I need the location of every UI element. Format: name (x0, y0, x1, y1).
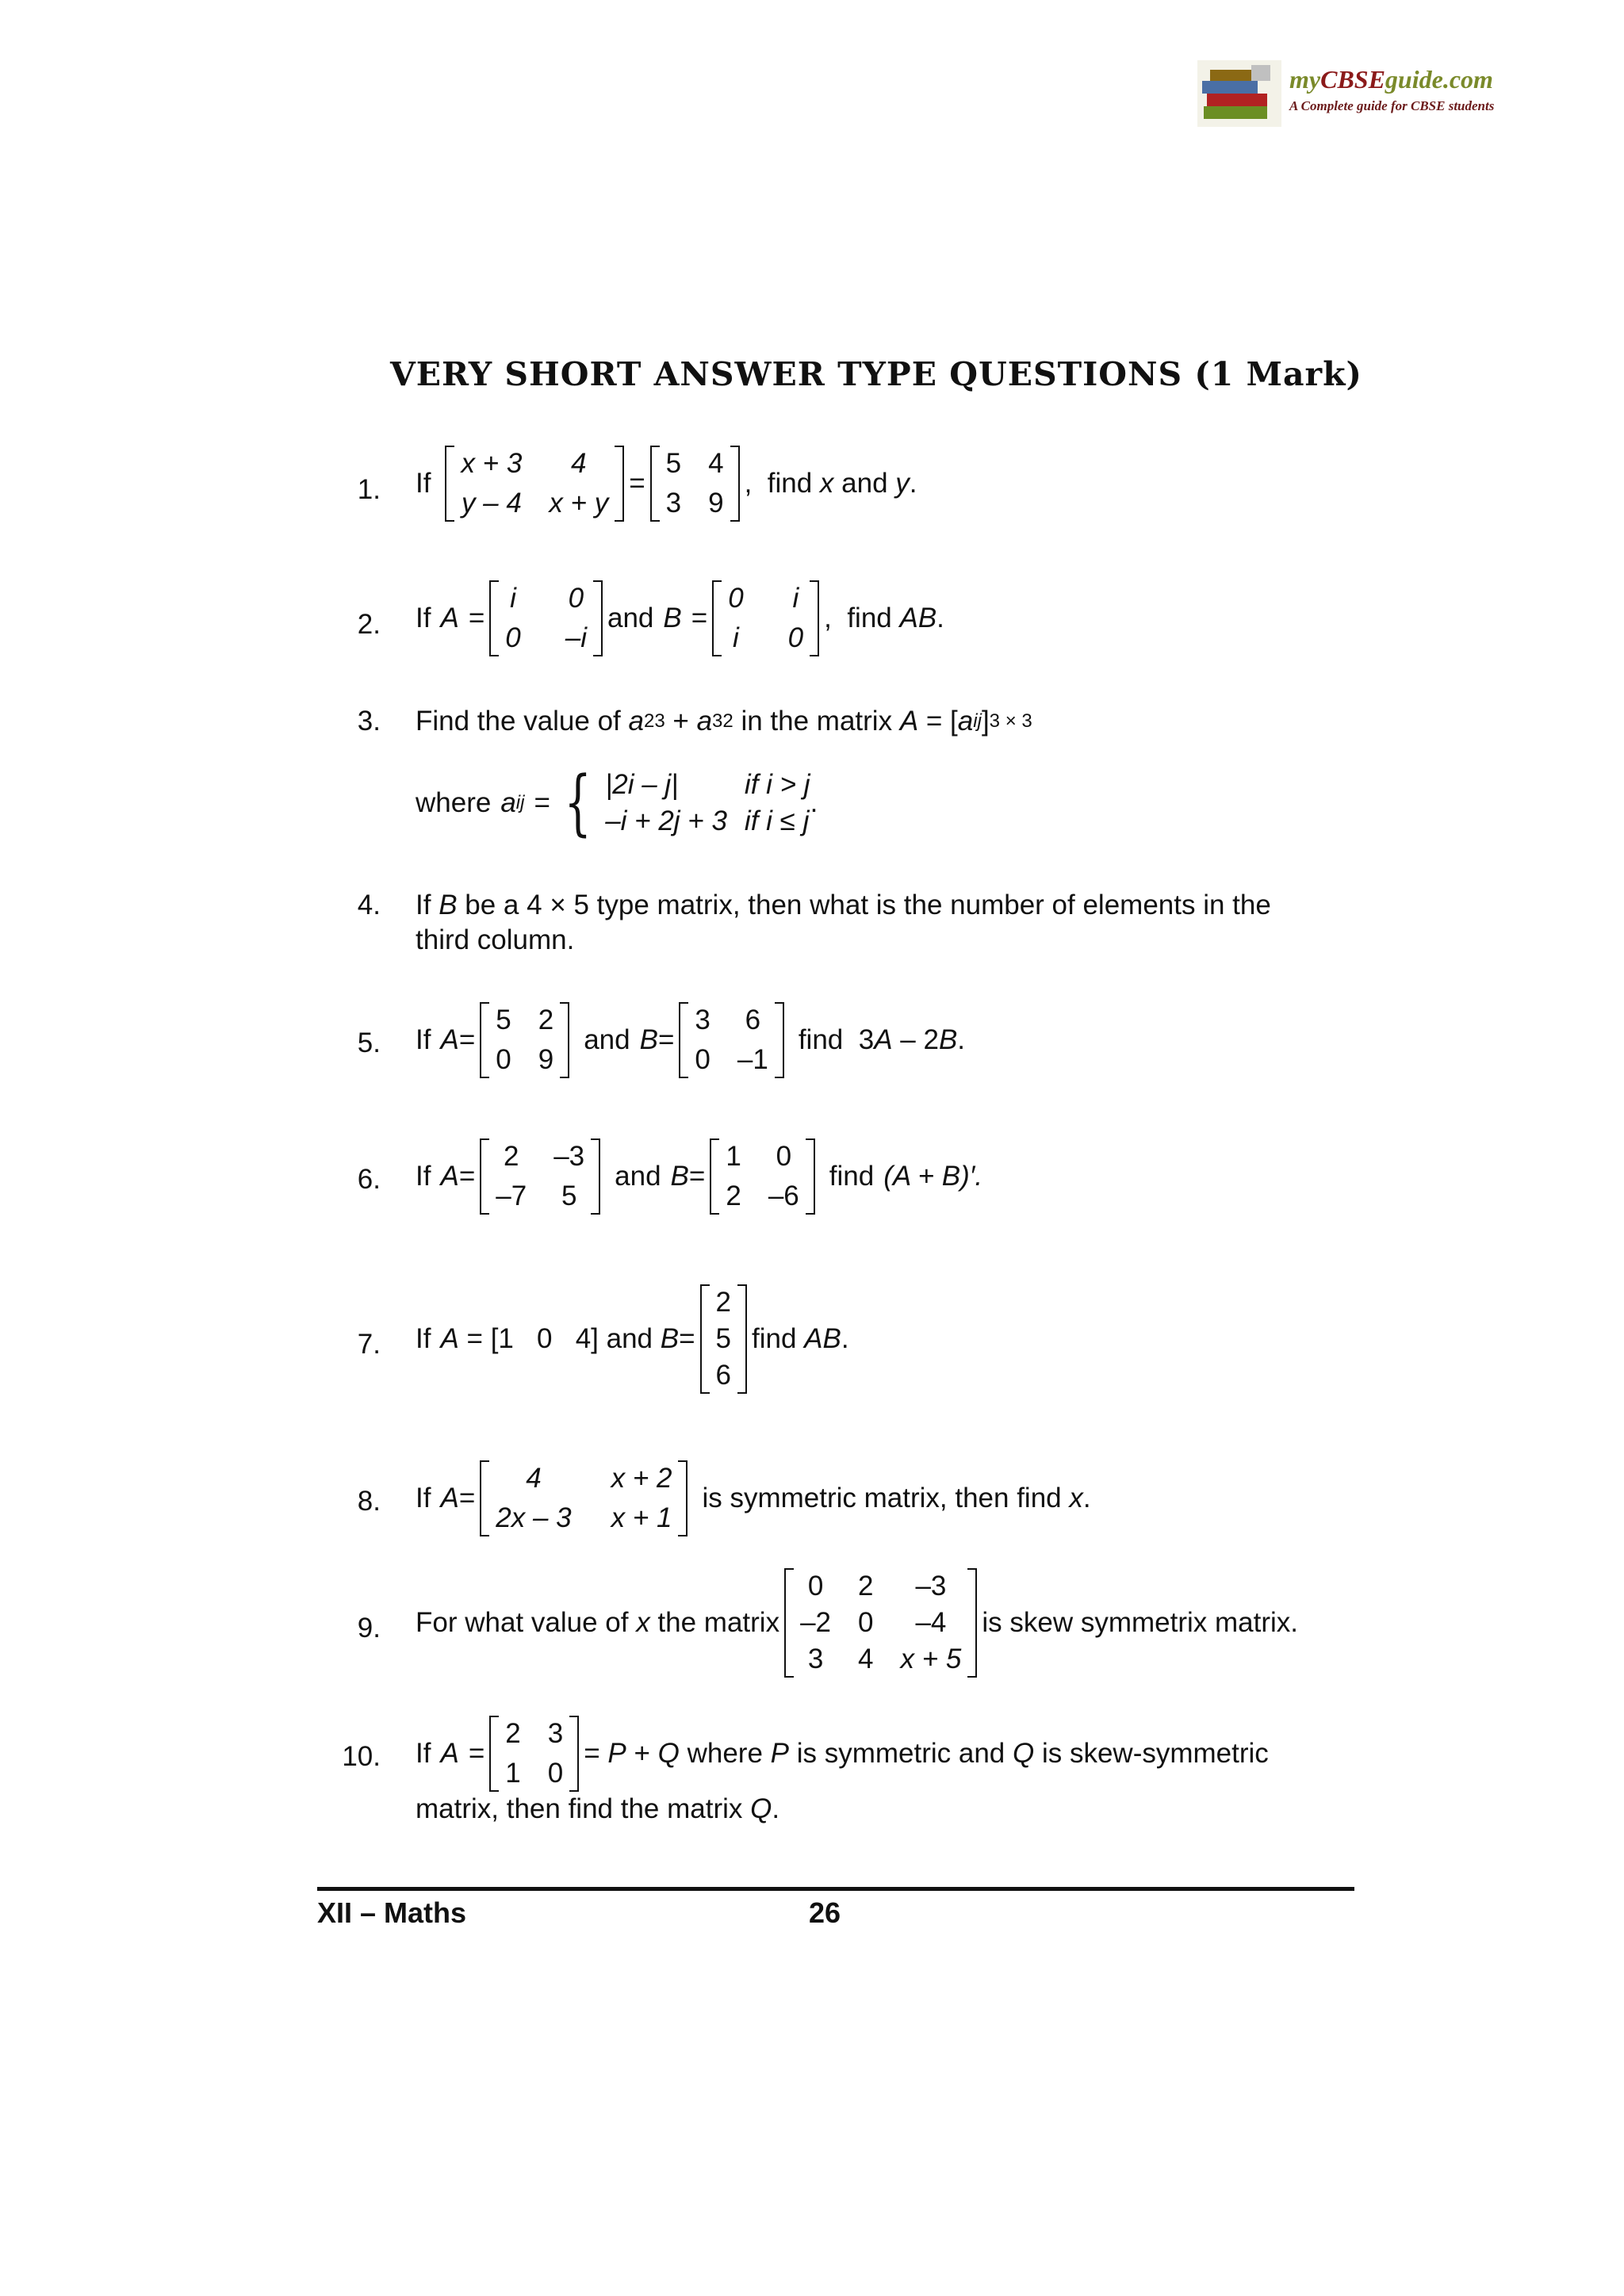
matrix-cell: x + 5 (900, 1644, 962, 1674)
text: is skew symmetrix matrix. (982, 1607, 1298, 1638)
matrix-cell: 0 (807, 1571, 824, 1601)
matrix-cell: 2 (715, 1287, 732, 1318)
matrix-cell: 2 (726, 1181, 741, 1211)
matrix (489, 1716, 579, 1792)
text: B (639, 1024, 658, 1055)
case-expr: |2i – j| (605, 769, 679, 800)
text: If (416, 1024, 431, 1055)
text: A (440, 1483, 459, 1513)
text: If (416, 1483, 431, 1513)
text: ij (515, 792, 525, 813)
text: . (810, 787, 818, 818)
matrix-cell: 2 (504, 1141, 519, 1172)
case-expr: –i + 2j + 3 (605, 806, 727, 836)
text: B (439, 890, 458, 920)
text: = (458, 1024, 476, 1055)
text: B (938, 1024, 958, 1055)
matrix-cell: 1 (726, 1141, 741, 1172)
footer-rule (317, 1887, 1354, 1891)
matrix (445, 446, 624, 522)
text: If (416, 1323, 431, 1354)
text: A (440, 1738, 459, 1769)
text: A (440, 1024, 459, 1055)
text: If (416, 1161, 431, 1192)
matrix (710, 1138, 814, 1215)
text: A (874, 1024, 893, 1055)
matrix-cell: 3 (695, 1004, 710, 1035)
books-icon (1196, 59, 1283, 128)
matrix (480, 1002, 569, 1078)
text: Find the value of (416, 706, 629, 737)
brace-icon: { (564, 761, 592, 844)
text: = (679, 1323, 695, 1354)
text: , find (824, 603, 900, 633)
matrix (700, 1284, 747, 1394)
matrix-cell: 6 (715, 1360, 732, 1391)
text: . (1082, 1483, 1091, 1513)
text: P (607, 1738, 626, 1769)
matrix-cell: –i (565, 622, 587, 653)
text: where (416, 787, 492, 818)
matrix-cell: 0 (547, 1758, 564, 1789)
matrix (489, 580, 603, 656)
text: is symmetric matrix, then find (702, 1483, 1070, 1513)
matrix-cell: 4 (526, 1463, 542, 1494)
matrix-cell: x + 1 (611, 1502, 672, 1533)
matrix-cell: –3 (915, 1571, 947, 1601)
text: A (440, 603, 459, 633)
matrix-cell: i (510, 583, 516, 614)
text: matrix, then find the matrix (416, 1793, 751, 1824)
text: = (629, 468, 645, 499)
text: the matrix (649, 1607, 780, 1638)
matrix-cell: 4 (708, 448, 724, 479)
matrix-cell: 0 (695, 1044, 710, 1075)
matrix-cell: 0 (776, 1141, 792, 1172)
matrix-cell: 2 (505, 1718, 521, 1749)
text: 23 (643, 710, 665, 732)
text: A (440, 1161, 459, 1192)
question-number: 3. (357, 706, 381, 737)
text: If (416, 1738, 431, 1769)
text: y (895, 468, 910, 499)
text: = (468, 1738, 485, 1769)
text: A (899, 706, 919, 737)
text: and (584, 1024, 630, 1055)
page-number: 26 (809, 1896, 841, 1929)
matrix-cell: 9 (538, 1044, 554, 1075)
question-number: 1. (357, 474, 381, 505)
question-number: 2. (357, 609, 381, 640)
matrix (712, 580, 819, 656)
text: a (696, 706, 713, 737)
matrix-cell: –7 (496, 1181, 527, 1211)
logo-tagline: A Complete guide for CBSE students (1289, 98, 1495, 113)
matrix-cell: 0 (728, 583, 744, 614)
matrix-cell: x + 3 (461, 448, 523, 479)
matrix-cell: y – 4 (461, 488, 522, 519)
text: . (936, 603, 944, 633)
matrix-cell: –3 (553, 1141, 585, 1172)
matrix (784, 1568, 977, 1678)
text: is symmetric and (789, 1738, 1013, 1769)
text: where (679, 1738, 771, 1769)
text: and (833, 468, 896, 499)
site-logo (1196, 59, 1507, 128)
text: x (1069, 1483, 1083, 1513)
text: = (584, 1738, 608, 1769)
matrix-cell: 0 (858, 1607, 874, 1638)
question-number: 8. (357, 1486, 381, 1517)
text: in the matrix (733, 706, 900, 737)
text: ij (973, 710, 982, 732)
text: = (468, 603, 485, 633)
text: (A + B)′. (883, 1161, 983, 1192)
text: and (607, 603, 654, 633)
text: For what value of (416, 1607, 637, 1638)
question-number: 7. (357, 1329, 381, 1360)
text: + (626, 1738, 658, 1769)
text: . (841, 1323, 849, 1354)
matrix-cell: 5 (665, 448, 682, 479)
text: AB (899, 603, 937, 633)
matrix-cell: 5 (715, 1323, 732, 1354)
text: Q (1013, 1738, 1035, 1769)
footer-subject: XII – Maths (317, 1896, 467, 1929)
text: B (660, 1323, 680, 1354)
question-number: 9. (357, 1613, 381, 1644)
text: = (458, 1483, 476, 1513)
matrix-cell: x + y (549, 488, 609, 519)
text: find 3 (798, 1024, 875, 1055)
text: P (770, 1738, 789, 1769)
text: . (772, 1793, 780, 1824)
text: AB (804, 1323, 841, 1354)
text: A (440, 1323, 459, 1354)
text: = (657, 1024, 675, 1055)
matrix (480, 1138, 600, 1215)
text: x (819, 468, 834, 499)
section-title: VERY SHORT ANSWER TYPE QUESTIONS (1 Mark) (390, 355, 1362, 393)
text: = [ (918, 706, 958, 737)
text: = (688, 1161, 706, 1192)
text: = (691, 603, 708, 633)
matrix (679, 1002, 783, 1078)
text: find (752, 1323, 805, 1354)
text: . (957, 1024, 966, 1055)
matrix-cell: 0 (787, 622, 804, 653)
text: = (458, 1161, 476, 1192)
text: Q (750, 1793, 772, 1824)
matrix-cell: 9 (708, 488, 724, 519)
case-cond: if i > j (744, 769, 810, 800)
matrix-cell: 0 (496, 1044, 511, 1075)
text: x (636, 1607, 650, 1638)
text: be a 4 × 5 type matrix, then what is the number of elements in the (465, 890, 1271, 920)
matrix-cell: 4 (858, 1644, 874, 1674)
text: is skew-symmetric (1034, 1738, 1269, 1769)
matrix-cell: 5 (561, 1181, 577, 1211)
text: find (829, 1161, 875, 1192)
matrix-cell: 6 (745, 1004, 761, 1035)
text: a (500, 787, 516, 818)
text: – 2 (892, 1024, 939, 1055)
question-number: 10. (342, 1741, 381, 1772)
matrix-cell: 4 (571, 448, 587, 479)
text: third column. (416, 924, 575, 955)
matrix-cell: i (792, 583, 799, 614)
text: a (628, 706, 644, 737)
matrix (480, 1460, 688, 1536)
text: B (670, 1161, 689, 1192)
text: 3 × 3 (989, 710, 1032, 732)
question-number: 6. (357, 1164, 381, 1195)
text: If (416, 603, 431, 633)
matrix-cell: –2 (800, 1607, 832, 1638)
text: B (663, 603, 682, 633)
piecewise-cases (605, 769, 810, 837)
matrix-cell: 3 (547, 1718, 564, 1749)
text: = (534, 787, 550, 818)
text: + (665, 706, 697, 737)
logo-text: myCBSEguide.com (1289, 65, 1493, 94)
matrix-cell: i (733, 622, 739, 653)
text: a (957, 706, 974, 737)
text: ] (981, 706, 990, 737)
matrix-cell: 5 (496, 1004, 511, 1035)
matrix-cell: 0 (505, 622, 521, 653)
question-number: 4. (357, 890, 381, 920)
text: and (615, 1161, 661, 1192)
text: . (909, 468, 917, 499)
text: , find (744, 468, 820, 499)
matrix-cell: –1 (737, 1044, 768, 1075)
text: 32 (712, 710, 733, 732)
matrix-cell: –6 (768, 1181, 799, 1211)
matrix-cell: 2x – 3 (496, 1502, 572, 1533)
text: If (416, 890, 439, 920)
matrix-cell: 2 (858, 1571, 874, 1601)
matrix-cell: 2 (538, 1004, 554, 1035)
matrix-cell: 1 (505, 1758, 521, 1789)
text: If (416, 468, 431, 499)
text: Q (657, 1738, 680, 1769)
matrix-cell: x + 2 (611, 1463, 672, 1494)
matrix (650, 446, 740, 522)
matrix-cell: –4 (915, 1607, 947, 1638)
text: = [1 0 4] and (458, 1323, 661, 1354)
question-number: 5. (357, 1027, 381, 1058)
case-cond: if i ≤ j (744, 806, 810, 836)
matrix-cell: 3 (665, 488, 682, 519)
matrix-cell: 3 (807, 1644, 824, 1674)
matrix-cell: 0 (568, 583, 584, 614)
